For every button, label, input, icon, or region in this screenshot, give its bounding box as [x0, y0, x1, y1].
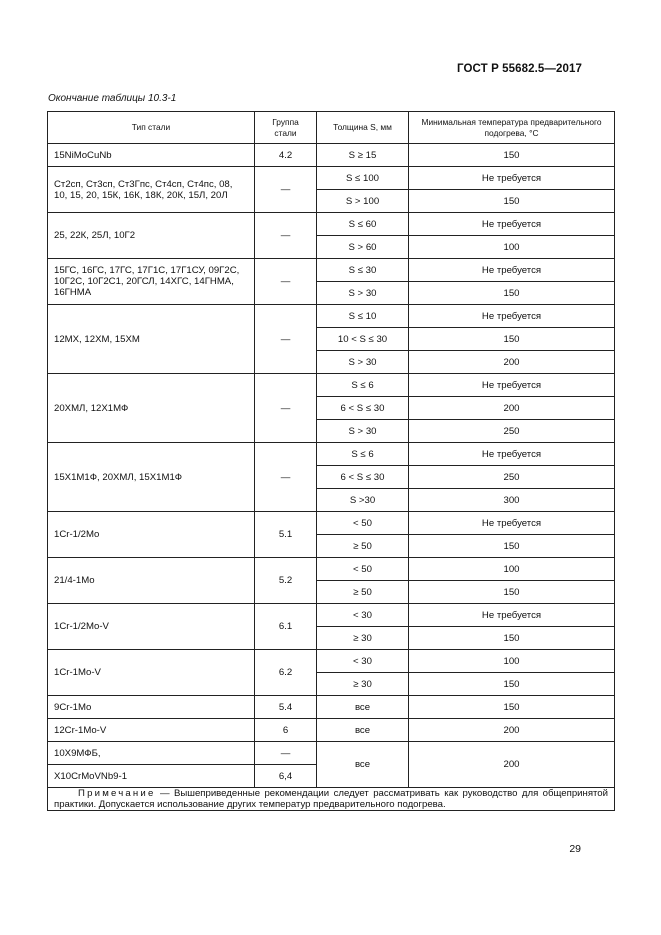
- steel-type-cell: 20ХМЛ, 12Х1МФ: [48, 374, 255, 443]
- steel-group-cell: 6.1: [255, 604, 317, 650]
- note-text: — Вышеприведенные рекомендации следует рассматривать как руководство для общепринятой практики. Допускается использование других температур предварительного подогрева.: [54, 788, 608, 810]
- thickness-cell: < 50: [317, 512, 409, 535]
- table-row: [48, 742, 615, 765]
- table-row: [48, 213, 615, 236]
- table-row: [48, 604, 615, 627]
- temperature-cell: 200: [409, 742, 615, 788]
- table-row: [48, 696, 615, 719]
- steel-type-cell: 1Cr-1Mo-V: [48, 650, 255, 696]
- column-header-steel-type: Тип стали: [48, 112, 255, 144]
- thickness-cell: все: [317, 696, 409, 719]
- steel-group-cell: —: [255, 374, 317, 443]
- temperature-cell: 200: [409, 397, 615, 420]
- steel-type-cell: X10CrMoVNb9-1: [48, 765, 255, 788]
- column-header-steel-group: Группа стали: [255, 112, 317, 144]
- thickness-cell: S ≤ 60: [317, 213, 409, 236]
- steel-type-cell: 15NiMoCuNb: [48, 144, 255, 167]
- thickness-cell: S ≤ 6: [317, 443, 409, 466]
- temperature-cell: 250: [409, 420, 615, 443]
- steel-group-cell: 5.1: [255, 512, 317, 558]
- temperature-cell: 200: [409, 719, 615, 742]
- thickness-cell: ≥ 50: [317, 535, 409, 558]
- table-body: [48, 144, 615, 811]
- thickness-cell: 6 < S ≤ 30: [317, 466, 409, 489]
- temperature-cell: Не требуется: [409, 604, 615, 627]
- thickness-cell: ≥ 30: [317, 627, 409, 650]
- steel-group-cell: 4.2: [255, 144, 317, 167]
- table-caption: Окончание таблицы 10.3-1: [48, 93, 177, 104]
- thickness-cell: S ≤ 100: [317, 167, 409, 190]
- preheat-temperature-table: [47, 111, 615, 811]
- temperature-cell: 150: [409, 190, 615, 213]
- temperature-cell: 100: [409, 650, 615, 673]
- table-row: [48, 719, 615, 742]
- steel-type-cell: 9Cr-1Mo: [48, 696, 255, 719]
- table-row: [48, 558, 615, 581]
- steel-type-cell: 12МХ, 12ХМ, 15ХМ: [48, 305, 255, 374]
- thickness-cell: S ≥ 15: [317, 144, 409, 167]
- temperature-cell: Не требуется: [409, 512, 615, 535]
- steel-type-cell: Ст2сп, Ст3сп, Ст3Гпс, Ст4сп, Ст4пс, 08, 10, 15, 20, 15К, 16К, 18К, 20К, 15Л, 20Л: [48, 167, 255, 213]
- steel-group-cell: 6.2: [255, 650, 317, 696]
- temperature-cell: 150: [409, 696, 615, 719]
- table-note: [48, 788, 615, 811]
- thickness-cell: < 50: [317, 558, 409, 581]
- steel-type-cell: 25, 22К, 25Л, 10Г2: [48, 213, 255, 259]
- thickness-cell: все: [317, 719, 409, 742]
- steel-type-cell: 15ГС, 16ГС, 17ГС, 17Г1С, 17Г1СУ, 09Г2С, 10Г2С, 10Г2С1, 20ГСЛ, 14ХГС, 14ГНМА, 16ГНМА: [48, 259, 255, 305]
- thickness-cell: S > 30: [317, 282, 409, 305]
- temperature-cell: 250: [409, 466, 615, 489]
- note-label: Примечание: [78, 788, 156, 799]
- steel-group-cell: 6,4: [255, 765, 317, 788]
- steel-group-cell: 6: [255, 719, 317, 742]
- thickness-cell: 10 < S ≤ 30: [317, 328, 409, 351]
- thickness-cell: ≥ 30: [317, 673, 409, 696]
- temperature-cell: Не требуется: [409, 374, 615, 397]
- steel-group-cell: —: [255, 213, 317, 259]
- temperature-cell: 150: [409, 581, 615, 604]
- temperature-cell: 150: [409, 144, 615, 167]
- steel-type-cell: 12Cr-1Mo-V: [48, 719, 255, 742]
- thickness-cell: S > 100: [317, 190, 409, 213]
- thickness-cell: S ≤ 6: [317, 374, 409, 397]
- table-row: [48, 305, 615, 328]
- steel-group-cell: —: [255, 443, 317, 512]
- steel-type-cell: 21/4-1Mo: [48, 558, 255, 604]
- steel-group-cell: 5.4: [255, 696, 317, 719]
- steel-group-cell: 5.2: [255, 558, 317, 604]
- thickness-cell: ≥ 50: [317, 581, 409, 604]
- steel-type-cell: 15Х1М1Ф, 20ХМЛ, 15Х1М1Ф: [48, 443, 255, 512]
- steel-type-cell: 1Cr-1/2Mo-V: [48, 604, 255, 650]
- steel-group-cell: —: [255, 167, 317, 213]
- temperature-cell: Не требуется: [409, 213, 615, 236]
- table-row: [48, 512, 615, 535]
- thickness-cell: < 30: [317, 604, 409, 627]
- table-row: [48, 259, 615, 282]
- table-row: [48, 144, 615, 167]
- temperature-cell: Не требуется: [409, 167, 615, 190]
- thickness-cell: S ≤ 30: [317, 259, 409, 282]
- column-header-thickness: Толщина S, мм: [317, 112, 409, 144]
- table-header-row: [48, 112, 615, 144]
- temperature-cell: 150: [409, 282, 615, 305]
- table-row: [48, 650, 615, 673]
- temperature-cell: 150: [409, 627, 615, 650]
- note-row: [48, 788, 615, 811]
- temperature-cell: 150: [409, 328, 615, 351]
- temperature-cell: 150: [409, 673, 615, 696]
- thickness-cell: < 30: [317, 650, 409, 673]
- steel-group-cell: —: [255, 259, 317, 305]
- steel-type-cell: 1Cr-1/2Mo: [48, 512, 255, 558]
- thickness-cell: S > 60: [317, 236, 409, 259]
- temperature-cell: 300: [409, 489, 615, 512]
- temperature-cell: Не требуется: [409, 305, 615, 328]
- temperature-cell: 200: [409, 351, 615, 374]
- thickness-cell: S > 30: [317, 351, 409, 374]
- steel-group-cell: —: [255, 305, 317, 374]
- steel-type-cell: 10Х9МФБ,: [48, 742, 255, 765]
- temperature-cell: 150: [409, 535, 615, 558]
- table-row: [48, 443, 615, 466]
- thickness-cell: S >30: [317, 489, 409, 512]
- temperature-cell: Не требуется: [409, 259, 615, 282]
- column-header-min-temperature: Минимальная температура предварительного подогрева, °С: [409, 112, 615, 144]
- temperature-cell: 100: [409, 558, 615, 581]
- thickness-cell: S ≤ 10: [317, 305, 409, 328]
- temperature-cell: 100: [409, 236, 615, 259]
- table-row: [48, 167, 615, 190]
- table-row: [48, 374, 615, 397]
- temperature-cell: Не требуется: [409, 443, 615, 466]
- steel-group-cell: —: [255, 742, 317, 765]
- document-header: ГОСТ Р 55682.5—2017: [457, 63, 582, 75]
- thickness-cell: все: [317, 742, 409, 788]
- page-number: 29: [569, 843, 581, 855]
- thickness-cell: 6 < S ≤ 30: [317, 397, 409, 420]
- thickness-cell: S > 30: [317, 420, 409, 443]
